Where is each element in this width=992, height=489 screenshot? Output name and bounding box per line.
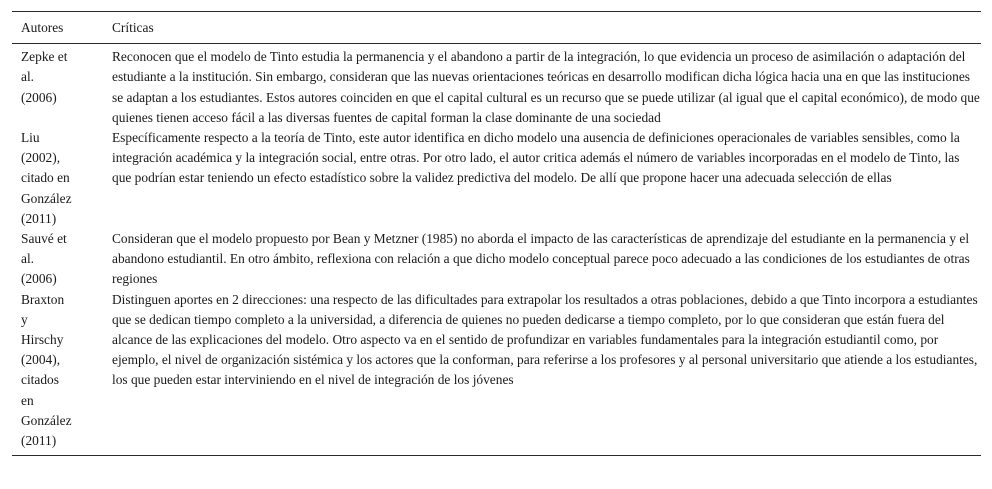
critique-cell: Consideran que el modelo propuesto por Bean y Metzner (1985) no aborda el impacto de las características de aprendizaje del estudiante en la permanencia y el abandono estudiantil. En otro ámbito, reflexiona con relación a que dicho modelo conceptual parece poco adecuado a las condiciones de los estudiantes de otras regiones [112, 231, 970, 287]
author-line: (2002), [21, 150, 61, 166]
critique-cell: Distinguen aportes en 2 direcciones: una respecto de las dificultades para extrapolar los resultados a otras poblaciones, debido a que Tinto incorpora a estudiantes que se dedican tiempo completo a la universidad, a diferencia de quienes no pueden dedicarse a tiempo completo, por lo que consideran que están fuera del alcance de las explicaciones del modelo. Otro aspecto va en el sentido de profundizar en variables fundamentales para la integración estudiantil como, por ejemplo, el nivel de organización sistémica y los actores que la conforman, para referirse a los profesores y al personal universitario que atiende a los estudiantes, los que pueden estar interviniendo en el nivel de integración de los jóvenes [112, 291, 978, 388]
author-cell [12, 229, 112, 290]
author-line: Hirschy [21, 332, 64, 348]
header-authors: Autores [21, 20, 64, 35]
author-line: González [21, 412, 72, 428]
author-line: citados [21, 372, 59, 388]
table-row [12, 290, 981, 456]
author-line: Zepke et [21, 49, 68, 65]
critiques-table [12, 11, 981, 456]
author-line: (2011) [21, 210, 57, 226]
table-row [12, 128, 981, 229]
author-line: Braxton [21, 291, 65, 307]
critiques-table-container [12, 11, 981, 456]
critique-cell: Reconocen que el modelo de Tinto estudia la permanencia y el abandono a partir de la integración, lo que evidencia un proceso de asimilación o adaptación del estudiante a la institución. Sin embargo, consideran que las nuevas orientaciones teóricas en desarrollo modifican dicha lógica hacia una en que las instituciones se adaptan a los estudiantes. Estos autores coinciden en que el capital cultural es un recurso que se puede utilizar (al igual que el capital económico), de modo que quienes tienen acceso fácil a las diversas fuentes de capital forman la clase dominante de una sociedad [112, 49, 980, 125]
author-line: Liu [21, 130, 40, 146]
author-line: (2011) [21, 433, 57, 449]
author-line: (2004), [21, 352, 61, 368]
author-line: (2006) [21, 271, 57, 287]
author-cell [12, 290, 112, 456]
author-cell [12, 128, 112, 229]
author-line: al. [21, 69, 35, 85]
author-line: en [21, 392, 34, 408]
author-cell [12, 44, 112, 128]
table-row [12, 44, 981, 128]
author-line: citado en [21, 170, 70, 186]
table-body [12, 44, 981, 456]
author-line: González [21, 190, 72, 206]
header-critiques: Críticas [112, 20, 154, 35]
author-line: y [21, 311, 28, 327]
critique-cell: Específicamente respecto a la teoría de Tinto, este autor identifica en dicho modelo una ausencia de definiciones operacionales de variables sensibles, como la integración académica y la integración social, entre otras. Por otro lado, el autor critica además el número de variables incorporadas en el modelo de Tinto, las que podrían estar teniendo un efecto estadístico sobre la validez predictiva del modelo. De allí que propone hacer una adecuada selección de ellas [112, 130, 960, 186]
table-header [12, 12, 981, 44]
author-line: Sauvé et [21, 231, 67, 247]
table-row [12, 229, 981, 290]
author-line: (2006) [21, 89, 57, 105]
header-row [12, 12, 981, 44]
author-line: al. [21, 251, 35, 267]
